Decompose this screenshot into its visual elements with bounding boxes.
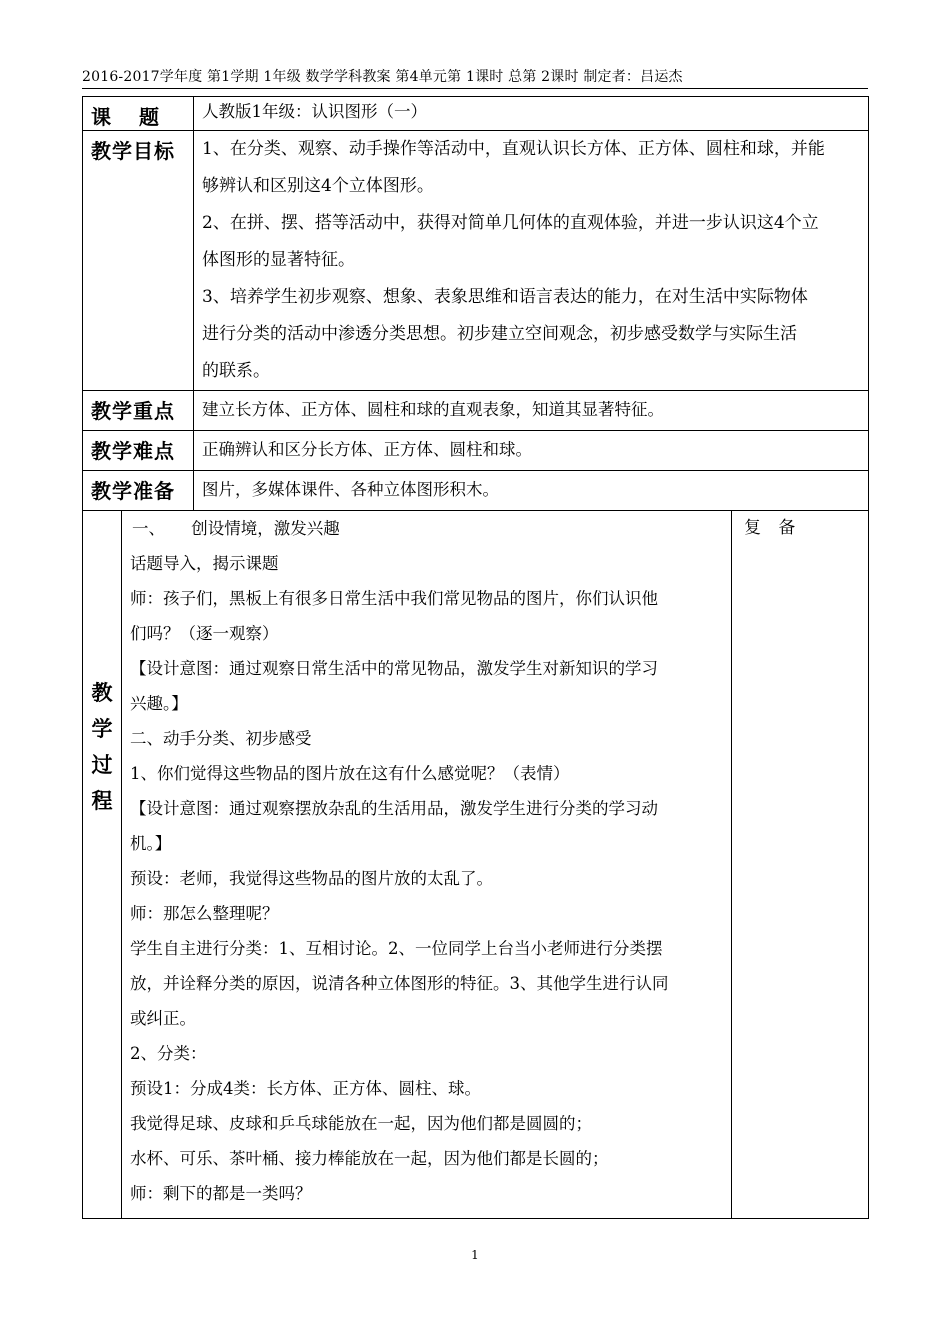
process-label-char: 过 [91,753,113,777]
topic-value: 人教版1年级：认识图形（一） [194,97,869,131]
topic-label [83,97,194,131]
process-line: 们吗？（逐一观察） [130,624,279,643]
key-points-value: 建立长方体、正方体、圆柱和球的直观表象，知道其显著特征。 [194,391,869,431]
difficulty-row [83,431,869,471]
process-line: 预设：老师，我觉得这些物品的图片放的太乱了。 [130,869,493,888]
process-line: 师：那怎么整理呢？ [130,904,279,923]
goal-line: 1、在分类、观察、动手操作等活动中，直观认识长方体、正方体、圆柱和球，并能 [202,139,825,159]
process-line: 预设1：分成4类：长方体、正方体、圆柱、球。 [130,1079,481,1098]
goal-line: 的联系。 [202,361,270,381]
process-line: 我觉得足球、皮球和乒乓球能放在一起，因为他们都是圆圆的； [130,1114,592,1133]
process-label-char: 教 [91,681,113,705]
key-points-row [83,391,869,431]
process-label-char: 学 [91,717,113,741]
goal-line: 体图形的显著特征。 [202,250,355,270]
process-line: 放，并诠释分类的原因，说清各种立体图形的特征。3、其他学生进行认同 [130,974,669,993]
process-line: 一、 创设情境，激发兴趣 [132,519,340,538]
process-line: 2、分类： [130,1044,207,1063]
process-line: 二、动手分类、初步感受 [130,729,312,748]
process-line: 水杯、可乐、茶叶桶、接力棒能放在一起，因为他们都是长圆的； [130,1149,609,1168]
goal-line: 2、在拼、摆、搭等活动中，获得对简单几何体的直观体验，并进一步认识这4个立 [202,213,819,233]
page-number: 1 [471,1248,479,1262]
process-line: 兴趣。】 [130,694,188,713]
preparation-row [83,471,869,511]
lesson-plan-table [82,96,869,1219]
goal-line: 3、培养学生初步观察、想象、表象思维和语言表达的能力，在对生活中实际物体 [202,287,808,307]
key-points-label: 教学重点 [83,391,194,431]
topic-label-char: 题 [139,105,160,129]
goals-label: 教学目标 [83,131,194,391]
goal-line: 够辨认和区别这4个立体图形。 [202,176,434,196]
page-header: 2016-2017学年度 第1学期 1年级 数学学科教案 第4单元第 1课时 总第 2课时 制定者：吕运杰 [82,69,683,85]
process-label-char: 程 [91,789,113,813]
process-line: 【设计意图：通过观察摆放杂乱的生活用品，激发学生进行分类的学习动 [130,799,658,818]
preparation-label: 教学准备 [83,471,194,511]
review-column: 复 备 [732,511,869,1219]
difficulty-value: 正确辨认和区分长方体、正方体、圆柱和球。 [194,431,869,471]
process-line: 或纠正。 [130,1009,196,1028]
process-line: 话题导入，揭示课题 [130,554,279,573]
goal-line: 进行分类的活动中渗透分类思想。初步建立空间观念，初步感受数学与实际生活 [202,324,797,344]
topic-row [83,97,869,131]
difficulty-label: 教学难点 [83,431,194,471]
process-content [122,511,732,1219]
process-line: 师：孩子们，黑板上有很多日常生活中我们常见物品的图片，你们认识他 [130,589,658,608]
goals-content [194,131,869,391]
process-line: 学生自主进行分类：1、互相讨论。2、一位同学上台当小老师进行分类摆 [130,939,663,958]
goals-row [83,131,869,391]
preparation-value: 图片，多媒体课件、各种立体图形积木。 [194,471,869,511]
topic-label-char: 课 [91,105,139,129]
process-line: 师：剩下的都是一类吗？ [130,1184,312,1203]
process-label [83,511,122,1219]
process-line: 1、你们觉得这些物品的图片放在这有什么感觉呢？（表情） [130,764,570,783]
process-line: 【设计意图：通过观察日常生活中的常见物品，激发学生对新知识的学习 [130,659,658,678]
header-divider [82,88,868,89]
process-line: 机。】 [130,834,172,853]
process-row [83,511,869,1219]
